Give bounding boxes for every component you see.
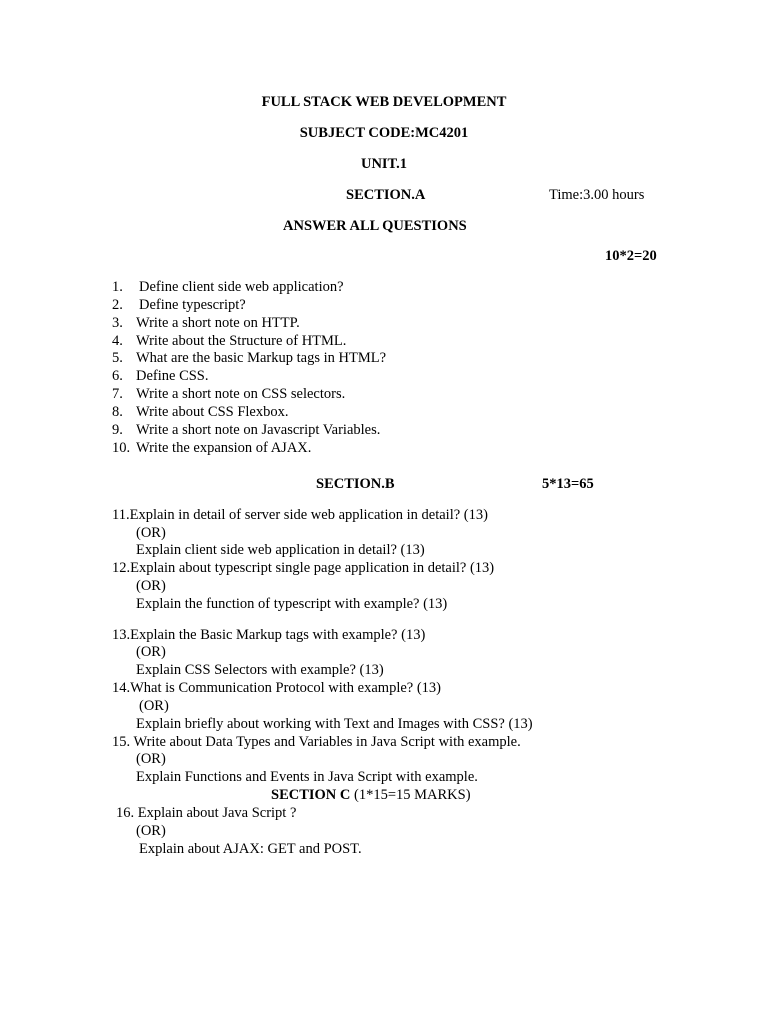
section-a-instruction: ANSWER ALL QUESTIONS [283,218,467,234]
question-11-alt: Explain client side web application in detail? (13) [136,542,425,558]
question-12-alt: Explain the function of typescript with example? (13) [136,596,448,612]
question-15: 15. Write about Data Types and Variables in Java Script with example. [112,734,521,750]
question-11: 11.Explain in detail of server side web application in detail? (13) [112,507,488,523]
section-c-marks: (1*15=15 MARKS) [354,787,471,803]
section-a-title: SECTION.A [346,187,426,203]
question-16: 16. Explain about Java Script ? [116,805,297,821]
section-a-marks: 10*2=20 [605,248,657,264]
or-label: (OR) [139,698,169,714]
subject-code: SUBJECT CODE:MC4201 [299,125,469,141]
unit-heading: UNIT.1 [360,156,408,172]
question-14: 14.What is Communication Protocol with example? (13) [112,680,442,696]
or-label: (OR) [136,525,166,541]
exam-time: Time:3.00 hours [549,187,645,203]
course-title: FULL STACK WEB DEVELOPMENT [261,94,507,110]
section-b-title: SECTION.B [316,476,395,492]
section-c-title: SECTION C [271,787,351,803]
section-b-marks: 5*13=65 [542,476,594,492]
question-15-alt: Explain Functions and Events in Java Script with example. [136,769,478,785]
or-label: (OR) [136,578,166,594]
or-label: (OR) [136,751,166,767]
question-16-alt: Explain about AJAX: GET and POST. [139,841,362,857]
or-label: (OR) [136,644,166,660]
or-label: (OR) [136,823,166,839]
question-12: 12.Explain about typescript single page application in detail? (13) [112,560,495,576]
question-13-alt: Explain CSS Selectors with example? (13) [136,662,384,678]
question-14-alt: Explain briefly about working with Text and Images with CSS? (13) [136,716,533,732]
question-13: 13.Explain the Basic Markup tags with example? (13) [112,627,426,643]
section-c-heading [271,786,471,804]
